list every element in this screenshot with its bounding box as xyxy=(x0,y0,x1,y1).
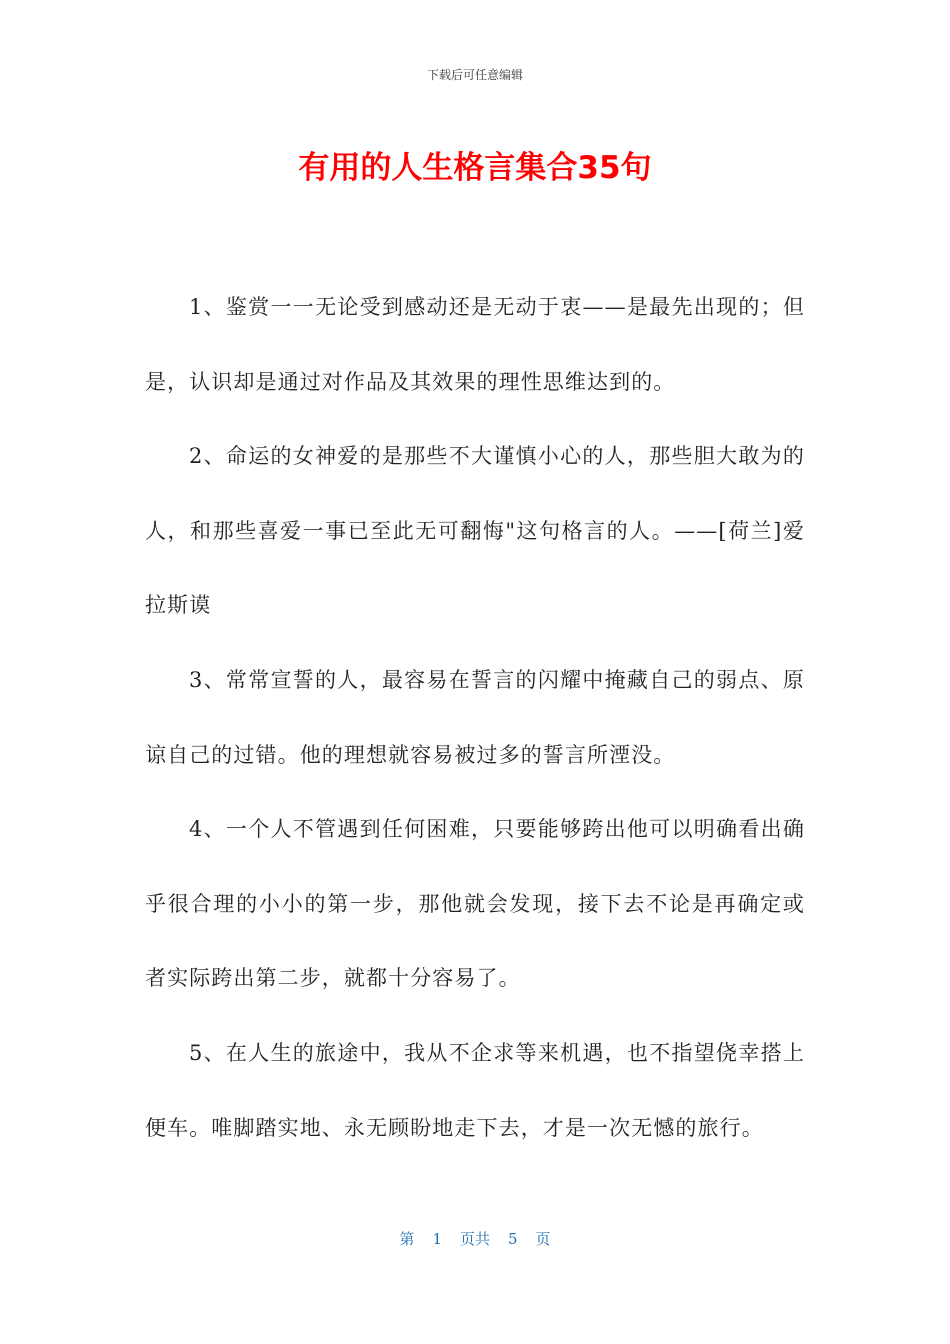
paragraph-1: 1、鉴赏一一无论受到感动还是无动于衷——是最先出现的；但是，认识却是通过对作品及其效果的理性思维达到的。 xyxy=(145,295,805,394)
current-page-number: 1 xyxy=(432,1230,442,1248)
page-suffix: 页 xyxy=(535,1230,551,1248)
document-title: 有用的人生格言集合35句 xyxy=(298,150,652,186)
page-prefix: 第 xyxy=(399,1230,415,1248)
document-body xyxy=(145,270,805,1165)
page-middle: 页共 xyxy=(459,1230,490,1248)
paragraph-2: 2、命运的女神爱的是那些不大谨慎小心的人，那些胆大敢为的人，和那些喜爱一事已至此无可翻悔"这句格言的人。——[荷兰]爱拉斯谟 xyxy=(145,444,805,618)
paragraph-4: 4、一个人不管遇到任何困难，只要能够跨出他可以明确看出确乎很合理的小小的第一步，那他就会发现，接下去不论是再确定或者实际跨出第二步，就都十分容易了。 xyxy=(145,817,805,991)
paragraph-3: 3、常常宣誓的人，最容易在誓言的闪耀中掩藏自己的弱点、原谅自己的过错。他的理想就容易被过多的誓言所湮没。 xyxy=(145,667,805,767)
page-footer xyxy=(0,1228,950,1249)
paragraph-5: 5、在人生的旅途中，我从不企求等来机遇，也不指望侥幸搭上便车。唯脚踏实地、永无顾盼地走下去，才是一次无憾的旅行。 xyxy=(145,1040,805,1140)
total-pages-number: 5 xyxy=(508,1230,518,1248)
header-note: 下载后可任意编辑 xyxy=(426,68,523,82)
